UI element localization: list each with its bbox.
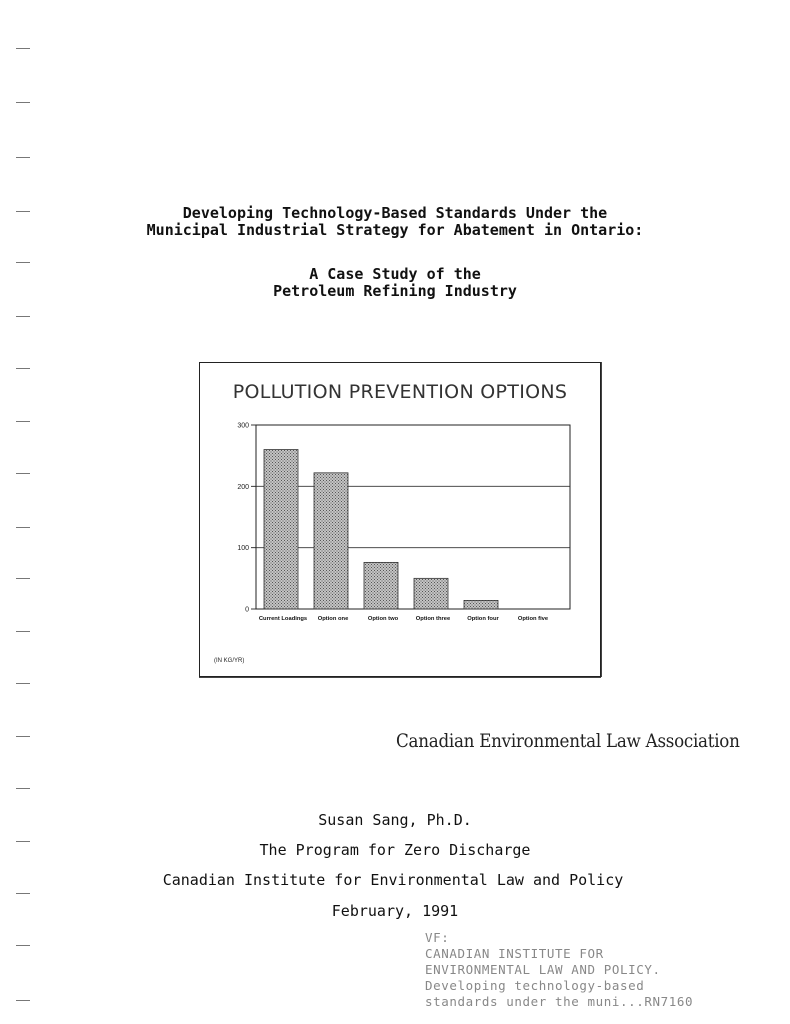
y-tick-label-1: 100 bbox=[237, 545, 249, 553]
x-category-label-4: Option four bbox=[467, 616, 499, 622]
y-axis-ticks bbox=[237, 423, 256, 614]
x-category-label-2: Option two bbox=[367, 616, 399, 622]
x-category-label-1: Option one bbox=[317, 616, 349, 622]
document-subtitle bbox=[0, 266, 790, 300]
y-tick-label-3: 300 bbox=[237, 422, 249, 430]
bar-3 bbox=[414, 578, 448, 609]
x-axis-categories bbox=[259, 616, 549, 622]
organization-name-text: Canadian Environmental Law Association bbox=[396, 730, 740, 752]
x-category-label-0: Current Loadings bbox=[258, 616, 308, 622]
y-tick-label-0: 0 bbox=[245, 606, 249, 614]
stamp-line-4: Developing technology-based bbox=[425, 978, 645, 993]
chart-title: POLLUTION PREVENTION OPTIONS bbox=[232, 381, 568, 403]
institute-name: Canadian Institute for Environmental Law and Policy bbox=[162, 871, 624, 889]
bar-1 bbox=[314, 473, 348, 609]
subtitle-line-1: A Case Study of the bbox=[309, 265, 481, 283]
title-line-2: Municipal Industrial Strategy for Abatement in Ontario: bbox=[146, 221, 644, 239]
unit-label: (IN KG/YR) bbox=[214, 658, 245, 664]
scan-margin-marks bbox=[0, 0, 40, 1024]
bar-4 bbox=[464, 600, 498, 609]
bar-chart bbox=[200, 363, 600, 676]
subtitle-line-2: Petroleum Refining Industry bbox=[273, 282, 517, 300]
bar-0 bbox=[264, 450, 298, 609]
chart-gridlines bbox=[256, 486, 570, 547]
stamp-line-5: standards under the muni...RN7160 bbox=[425, 994, 694, 1009]
organization-name bbox=[396, 730, 756, 752]
title-line-1: Developing Technology-Based Standards Under the bbox=[182, 204, 608, 222]
publication-date: February, 1991 bbox=[331, 902, 459, 920]
pollution-chart-figure bbox=[199, 362, 601, 677]
chart-bars bbox=[264, 450, 498, 609]
stamp-line-1: VF: bbox=[425, 930, 450, 945]
plot-area bbox=[256, 425, 570, 609]
document-title bbox=[0, 205, 790, 239]
catalog-stamp bbox=[425, 930, 765, 1010]
author-name: Susan Sang, Ph.D. bbox=[318, 811, 472, 829]
bar-2 bbox=[364, 562, 398, 609]
stamp-line-2: CANADIAN INSTITUTE FOR bbox=[425, 946, 604, 961]
program-name: The Program for Zero Discharge bbox=[259, 841, 531, 859]
y-tick-label-2: 200 bbox=[237, 483, 249, 491]
x-category-label-5: Option five bbox=[517, 616, 549, 622]
x-category-label-3: Option three bbox=[415, 616, 451, 622]
stamp-line-3: ENVIRONMENTAL LAW AND POLICY. bbox=[425, 962, 661, 977]
